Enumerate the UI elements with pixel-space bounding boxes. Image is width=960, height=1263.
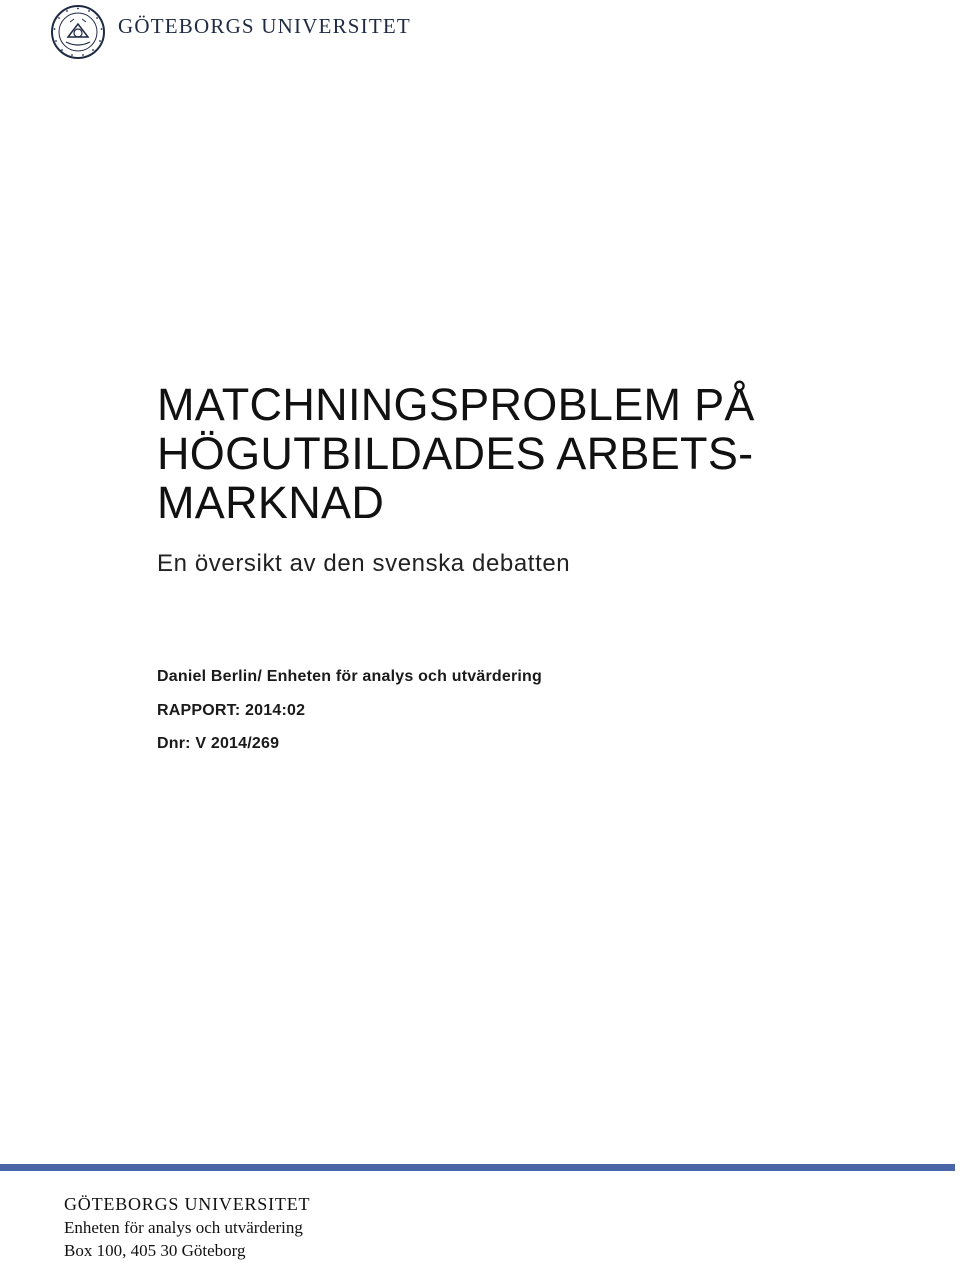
university-seal-icon — [50, 4, 106, 60]
document-title — [157, 380, 755, 527]
registration-number — [157, 735, 279, 753]
footer-unit: Enheten för analys och utvärdering — [64, 1218, 303, 1237]
title-line: MARKNAD — [157, 477, 385, 528]
university-name: GÖTEBORGS UNIVERSITET — [118, 14, 411, 38]
footer-divider — [0, 1164, 955, 1171]
author-line: Daniel Berlin/ Enheten för analys och utvärdering — [157, 668, 542, 685]
report-label: RAPPORT: — [157, 702, 241, 719]
footer-address: Box 100, 405 30 Göteborg — [64, 1241, 246, 1260]
footer-university: GÖTEBORGS UNIVERSITET — [64, 1194, 311, 1214]
university-logo — [50, 4, 106, 60]
report-value: 2014:02 — [245, 702, 306, 719]
footer — [64, 1193, 310, 1262]
dnr-value: V 2014/269 — [195, 735, 280, 752]
document-subtitle: En översikt av den svenska debatten — [157, 550, 571, 577]
title-line: HÖGUTBILDADES ARBETS- — [157, 428, 754, 479]
title-line: MATCHNINGSPROBLEM PÅ — [157, 379, 755, 430]
report-number — [157, 702, 305, 720]
dnr-label: Dnr: — [157, 735, 191, 752]
